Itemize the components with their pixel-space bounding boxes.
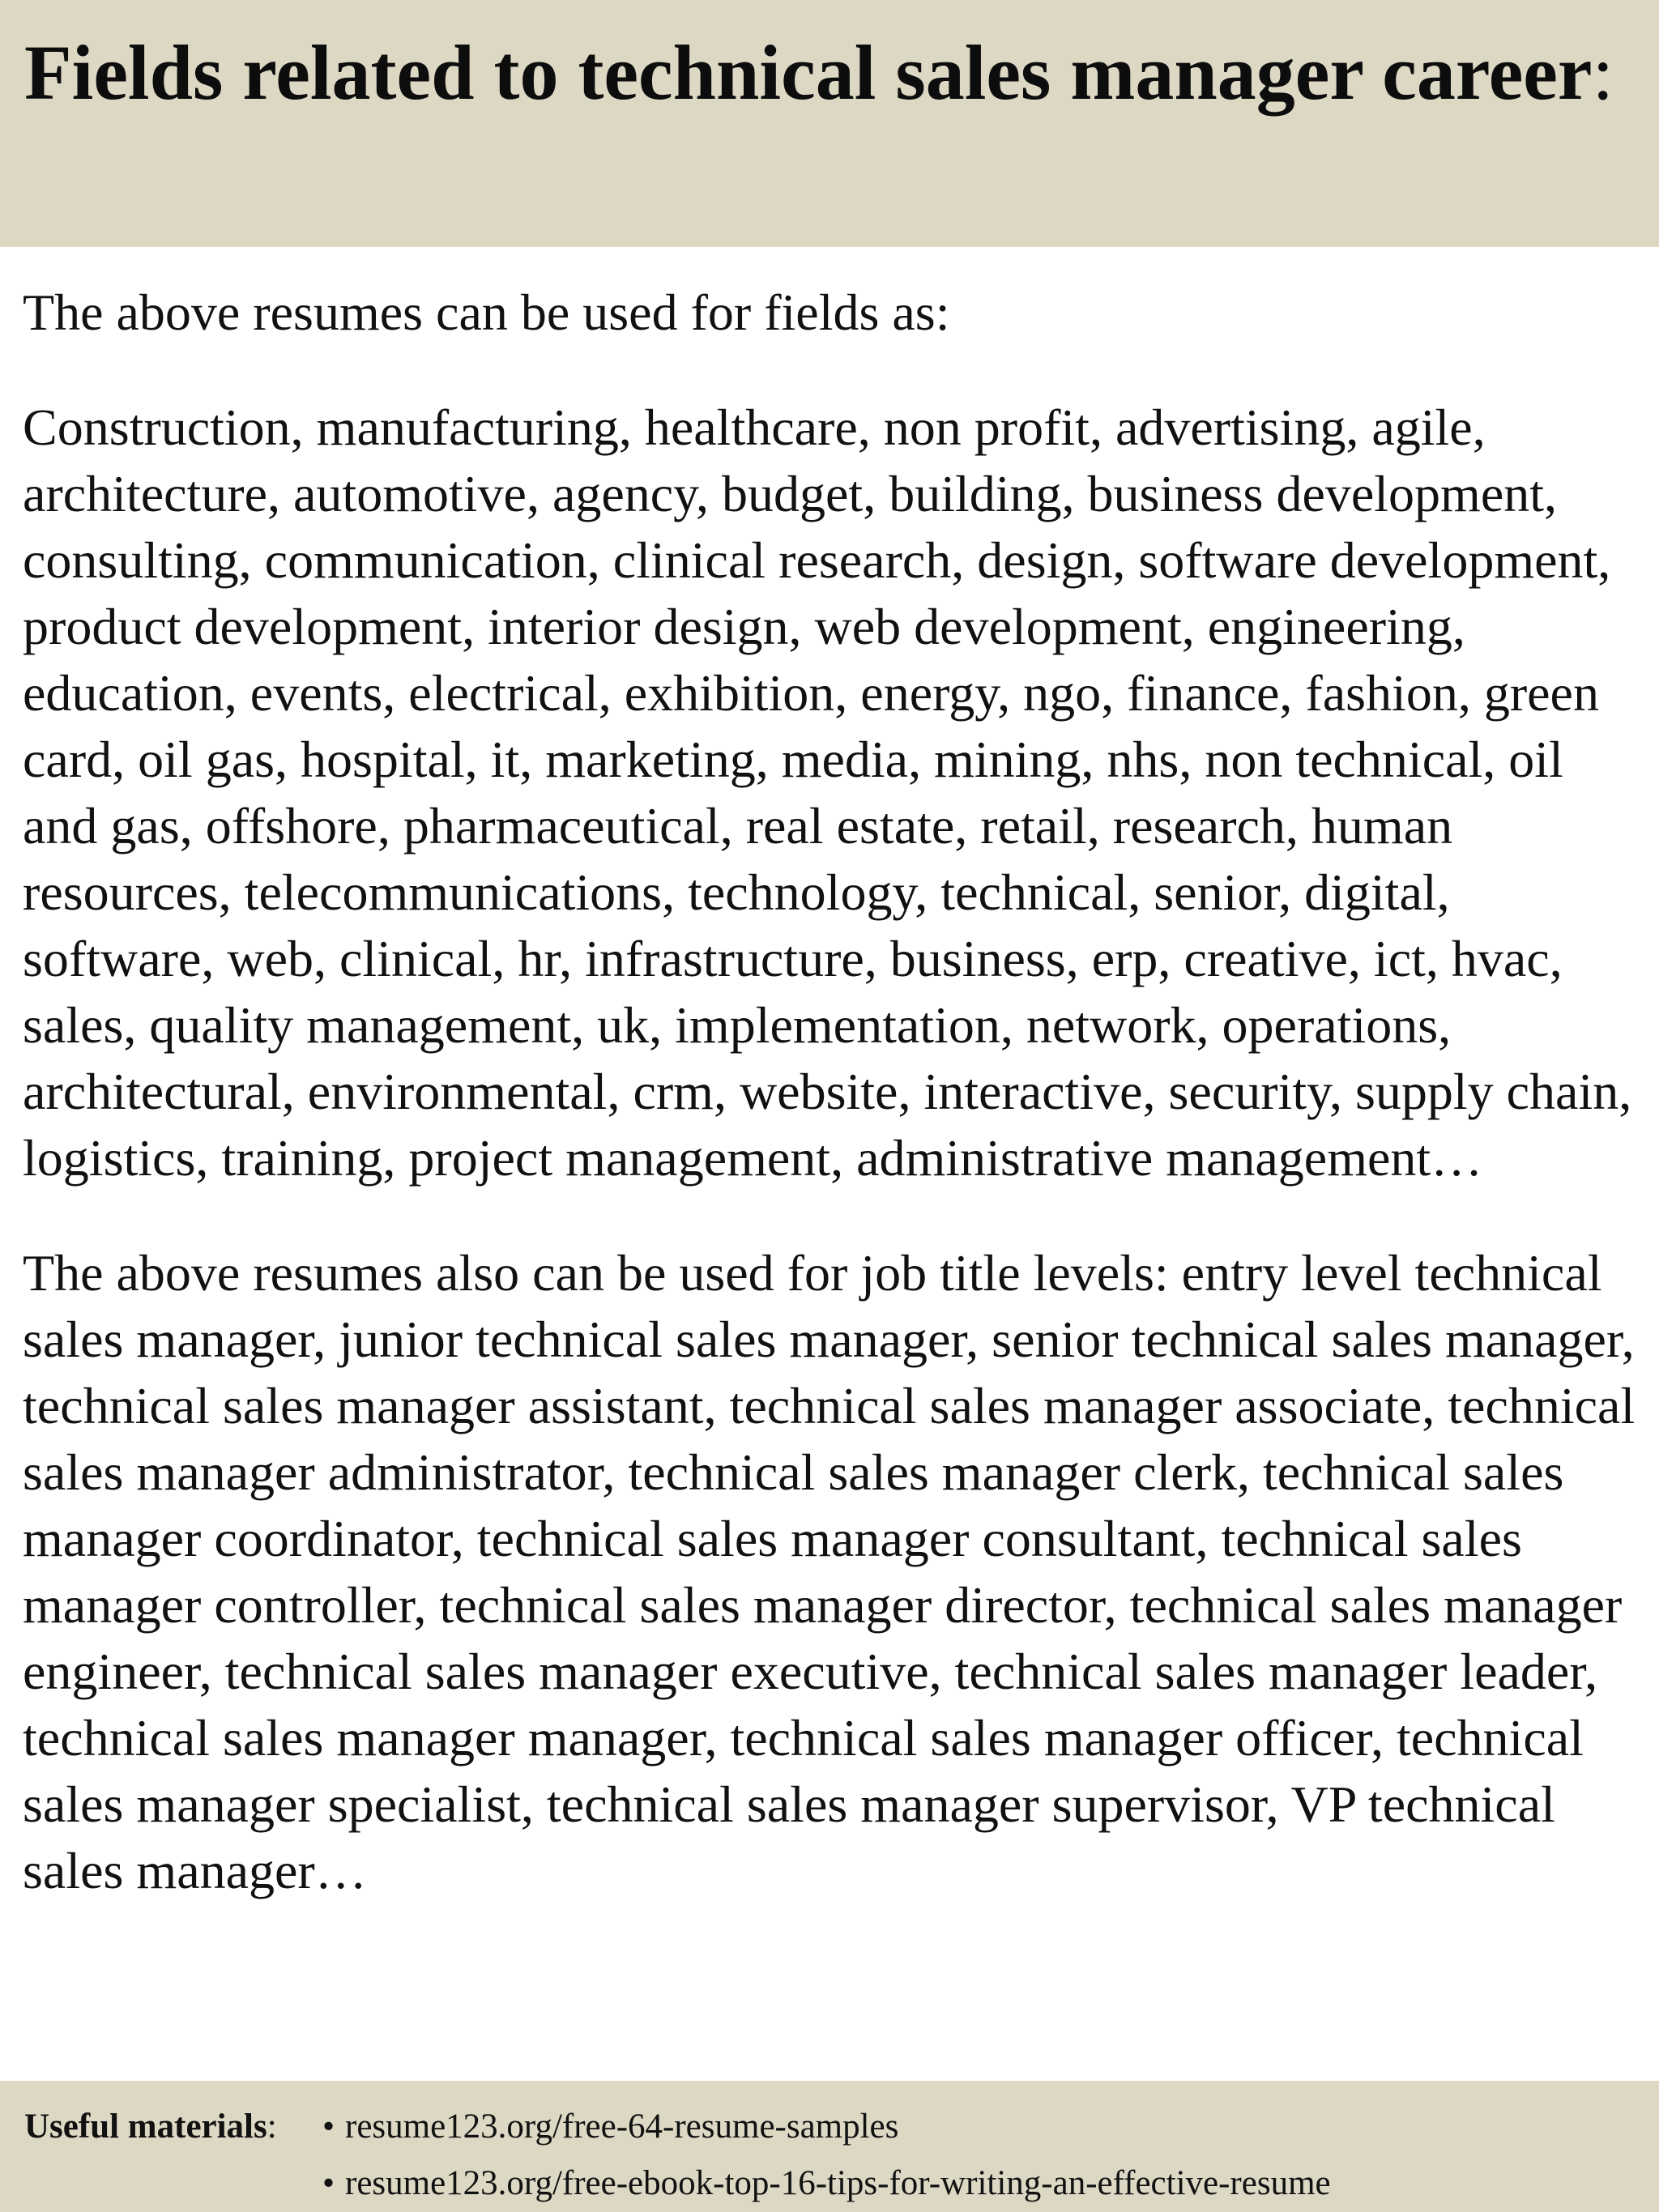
resource-link-2-text[interactable]: resume123.org/free-ebook-top-16-tips-for-writing-an-effective-resume (345, 2164, 1331, 2202)
intro-text: The above resumes can be used for fields as: (23, 283, 950, 341)
resource-link-2[interactable] (322, 2155, 1331, 2212)
useful-materials-label-text: Useful materials (24, 2108, 267, 2146)
bullet-icon: • (322, 2108, 335, 2146)
main-content (23, 279, 1643, 1904)
useful-materials-label (24, 2099, 277, 2155)
job-levels-paragraph: The above resumes also can be used for job title levels: entry level technical sales manager, junior technical sales manager, senior technical sales manager, technical sales manager assistant, technical sales manager associate, technical sales manager administrator, technical sales manager clerk, technical sales manager coordinator, technical sales manager consultant, technical sales manager controller, technical sales manager director, technical sales manager engineer, technical sales manager executive, technical sales manager leader, technical sales manager manager, technical sales manager officer, technical sales manager specialist, technical sales manager supervisor, VP technical sales manager… (23, 1244, 1636, 1899)
footer-banner (0, 2081, 1659, 2212)
page-title-text: Fields related to technical sales manager career (24, 29, 1593, 116)
page-title-colon: : (1592, 29, 1614, 116)
page-title (24, 24, 1627, 121)
footer-row-2 (0, 2155, 1659, 2212)
resource-link-1[interactable] (322, 2099, 898, 2155)
header-banner (0, 0, 1659, 247)
bullet-icon: • (322, 2164, 335, 2202)
useful-materials-colon: : (267, 2108, 277, 2146)
fields-paragraph: Construction, manufacturing, healthcare, non profit, advertising, agile, architecture, automotive, agency, budget, building, business development, consulting, communication, clinical research, design, software development, product development, interior design, web development, engineering, education, events, electrical, exhibition, energy, ngo, finance, fashion, green card, oil gas, hospital, it, marketing, media, mining, nhs, non technical, oil and gas, offshore, pharmaceutical, real estate, retail, research, human resources, telecommunications, technology, technical, senior, digital, software, web, clinical, hr, infrastructure, business, erp, creative, ict, hvac, sales, quality management, uk, implementation, network, operations, architectural, environmental, crm, website, interactive, security, supply chain, logistics, training, project management, administrative management… (23, 399, 1632, 1187)
resource-link-1-text[interactable]: resume123.org/free-64-resume-samples (345, 2108, 899, 2146)
footer-row-1 (0, 2099, 1659, 2155)
